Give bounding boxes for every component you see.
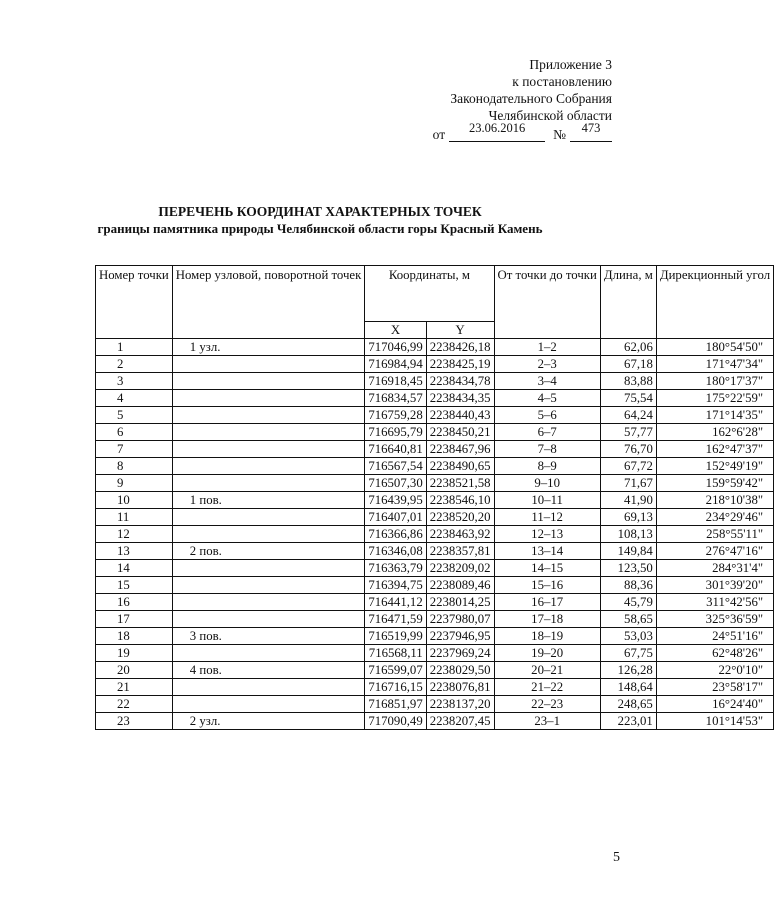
cell-angle: 22°0'10" xyxy=(656,662,773,679)
cell-x: 716716,15 xyxy=(365,679,426,696)
cell-point-number: 17 xyxy=(96,611,173,628)
cell-length: 71,67 xyxy=(600,475,656,492)
cell-angle: 152°49'19" xyxy=(656,458,773,475)
cell-node-number xyxy=(172,526,365,543)
cell-node-number xyxy=(172,611,365,628)
table-row xyxy=(96,526,774,543)
cell-y: 2238207,45 xyxy=(426,713,494,730)
cell-x: 716346,08 xyxy=(365,543,426,560)
table-row xyxy=(96,441,774,458)
cell-node-number xyxy=(172,696,365,713)
cell-y: 2238014,25 xyxy=(426,594,494,611)
cell-angle: 175°22'59" xyxy=(656,390,773,407)
header-from-to: От точки до точки xyxy=(494,266,600,339)
cell-point-number: 22 xyxy=(96,696,173,713)
cell-point-number: 13 xyxy=(96,543,173,560)
appendix-block xyxy=(392,56,612,143)
cell-point-number: 7 xyxy=(96,441,173,458)
table-row xyxy=(96,424,774,441)
cell-length: 108,13 xyxy=(600,526,656,543)
cell-y: 2238434,35 xyxy=(426,390,494,407)
cell-point-number: 2 xyxy=(96,356,173,373)
cell-x: 716984,94 xyxy=(365,356,426,373)
cell-from-to: 12–13 xyxy=(494,526,600,543)
cell-x: 717046,99 xyxy=(365,339,426,356)
cell-node-number xyxy=(172,645,365,662)
cell-x: 716918,45 xyxy=(365,373,426,390)
cell-x: 716834,57 xyxy=(365,390,426,407)
cell-length: 67,18 xyxy=(600,356,656,373)
cell-node-number xyxy=(172,390,365,407)
cell-node-number: 1 пов. xyxy=(172,492,365,509)
cell-point-number: 10 xyxy=(96,492,173,509)
cell-from-to: 3–4 xyxy=(494,373,600,390)
cell-length: 148,64 xyxy=(600,679,656,696)
cell-node-number xyxy=(172,407,365,424)
appendix-line-3: Законодательного Собрания xyxy=(450,91,612,106)
cell-y: 2238426,18 xyxy=(426,339,494,356)
cell-from-to: 16–17 xyxy=(494,594,600,611)
cell-x: 716439,95 xyxy=(365,492,426,509)
cell-node-number xyxy=(172,560,365,577)
table-row xyxy=(96,475,774,492)
table-row xyxy=(96,373,774,390)
cell-y: 2238521,58 xyxy=(426,475,494,492)
cell-x: 716519,99 xyxy=(365,628,426,645)
cell-node-number xyxy=(172,441,365,458)
cell-angle: 23°58'17" xyxy=(656,679,773,696)
cell-y: 2238467,96 xyxy=(426,441,494,458)
table-row xyxy=(96,390,774,407)
cell-node-number xyxy=(172,509,365,526)
table-row xyxy=(96,696,774,713)
appendix-line-4: Челябинской области xyxy=(488,108,612,123)
table-row xyxy=(96,662,774,679)
cell-from-to: 15–16 xyxy=(494,577,600,594)
cell-angle: 180°17'37" xyxy=(656,373,773,390)
header-point-number: Номер точки xyxy=(96,266,173,339)
resolution-reference xyxy=(392,121,612,143)
document-subtitle: границы памятника природы Челябинской области горы Красный Камень xyxy=(97,221,543,236)
cell-x: 716363,79 xyxy=(365,560,426,577)
cell-node-number: 1 узл. xyxy=(172,339,365,356)
cell-node-number xyxy=(172,356,365,373)
cell-from-to: 4–5 xyxy=(494,390,600,407)
cell-from-to: 21–22 xyxy=(494,679,600,696)
cell-x: 716394,75 xyxy=(365,577,426,594)
cell-y: 2238076,81 xyxy=(426,679,494,696)
cell-point-number: 11 xyxy=(96,509,173,526)
cell-x: 716407,01 xyxy=(365,509,426,526)
appendix-line-2: к постановлению xyxy=(512,74,612,89)
table-row xyxy=(96,628,774,645)
table-row xyxy=(96,560,774,577)
page-number: 5 xyxy=(613,850,620,865)
cell-from-to: 2–3 xyxy=(494,356,600,373)
cell-node-number xyxy=(172,424,365,441)
cell-point-number: 4 xyxy=(96,390,173,407)
cell-angle: 16°24'40" xyxy=(656,696,773,713)
table-body xyxy=(96,339,774,730)
header-angle: Дирекционный угол xyxy=(656,266,773,339)
cell-from-to: 8–9 xyxy=(494,458,600,475)
cell-point-number: 19 xyxy=(96,645,173,662)
cell-from-to: 13–14 xyxy=(494,543,600,560)
cell-angle: 180°54'50" xyxy=(656,339,773,356)
cell-y: 2238089,46 xyxy=(426,577,494,594)
cell-node-number xyxy=(172,594,365,611)
cell-from-to: 6–7 xyxy=(494,424,600,441)
cell-from-to: 10–11 xyxy=(494,492,600,509)
table-row xyxy=(96,611,774,628)
cell-point-number: 16 xyxy=(96,594,173,611)
cell-angle: 62°48'26" xyxy=(656,645,773,662)
table-row xyxy=(96,713,774,730)
number-label: № xyxy=(553,127,566,142)
cell-x: 717090,49 xyxy=(365,713,426,730)
cell-from-to: 17–18 xyxy=(494,611,600,628)
cell-length: 62,06 xyxy=(600,339,656,356)
cell-angle: 284°31'4" xyxy=(656,560,773,577)
cell-y: 2237969,24 xyxy=(426,645,494,662)
cell-from-to: 23–1 xyxy=(494,713,600,730)
cell-length: 123,50 xyxy=(600,560,656,577)
table-row xyxy=(96,492,774,509)
number-field xyxy=(570,121,612,142)
from-label: от xyxy=(432,127,446,142)
cell-point-number: 20 xyxy=(96,662,173,679)
cell-point-number: 6 xyxy=(96,424,173,441)
cell-length: 45,79 xyxy=(600,594,656,611)
header-node-number: Номер узловой, поворотной точек xyxy=(172,266,365,339)
cell-x: 716567,54 xyxy=(365,458,426,475)
cell-x: 716851,97 xyxy=(365,696,426,713)
table-row xyxy=(96,645,774,662)
cell-point-number: 8 xyxy=(96,458,173,475)
table-row xyxy=(96,339,774,356)
cell-point-number: 21 xyxy=(96,679,173,696)
cell-node-number: 4 пов. xyxy=(172,662,365,679)
cell-from-to: 19–20 xyxy=(494,645,600,662)
cell-point-number: 14 xyxy=(96,560,173,577)
cell-angle: 24°51'16" xyxy=(656,628,773,645)
cell-y: 2238520,20 xyxy=(426,509,494,526)
table-row xyxy=(96,407,774,424)
cell-from-to: 18–19 xyxy=(494,628,600,645)
coordinates-table xyxy=(95,265,774,730)
cell-y: 2238357,81 xyxy=(426,543,494,560)
cell-angle: 162°6'28" xyxy=(656,424,773,441)
cell-length: 64,24 xyxy=(600,407,656,424)
resolution-date: 23.06.2016 xyxy=(468,121,526,135)
document-title: ПЕРЕЧЕНЬ КООРДИНАТ ХАРАКТЕРНЫХ ТОЧЕК xyxy=(158,204,482,219)
cell-length: 248,65 xyxy=(600,696,656,713)
cell-y: 2238029,50 xyxy=(426,662,494,679)
cell-length: 41,90 xyxy=(600,492,656,509)
cell-point-number: 15 xyxy=(96,577,173,594)
cell-y: 2238209,02 xyxy=(426,560,494,577)
cell-y: 2238137,20 xyxy=(426,696,494,713)
cell-length: 69,13 xyxy=(600,509,656,526)
cell-node-number xyxy=(172,679,365,696)
cell-x: 716366,86 xyxy=(365,526,426,543)
cell-node-number xyxy=(172,577,365,594)
cell-x: 716507,30 xyxy=(365,475,426,492)
cell-node-number: 2 пов. xyxy=(172,543,365,560)
header-length: Длина, м xyxy=(600,266,656,339)
cell-from-to: 1–2 xyxy=(494,339,600,356)
cell-node-number xyxy=(172,373,365,390)
cell-angle: 101°14'53" xyxy=(656,713,773,730)
cell-x: 716441,12 xyxy=(365,594,426,611)
cell-angle: 159°59'42" xyxy=(656,475,773,492)
appendix-line-1: Приложение 3 xyxy=(529,57,612,72)
cell-node-number xyxy=(172,458,365,475)
cell-point-number: 1 xyxy=(96,339,173,356)
cell-from-to: 9–10 xyxy=(494,475,600,492)
header-y: Y xyxy=(426,322,494,339)
cell-from-to: 11–12 xyxy=(494,509,600,526)
cell-from-to: 5–6 xyxy=(494,407,600,424)
cell-x: 716640,81 xyxy=(365,441,426,458)
cell-point-number: 5 xyxy=(96,407,173,424)
cell-length: 57,77 xyxy=(600,424,656,441)
table-row xyxy=(96,356,774,373)
cell-angle: 276°47'16" xyxy=(656,543,773,560)
cell-from-to: 7–8 xyxy=(494,441,600,458)
cell-y: 2238546,10 xyxy=(426,492,494,509)
cell-length: 53,03 xyxy=(600,628,656,645)
cell-angle: 171°47'34" xyxy=(656,356,773,373)
cell-y: 2238440,43 xyxy=(426,407,494,424)
cell-length: 126,28 xyxy=(600,662,656,679)
table-row xyxy=(96,679,774,696)
cell-angle: 325°36'59" xyxy=(656,611,773,628)
cell-length: 67,72 xyxy=(600,458,656,475)
cell-length: 58,65 xyxy=(600,611,656,628)
cell-x: 716759,28 xyxy=(365,407,426,424)
cell-y: 2238425,19 xyxy=(426,356,494,373)
cell-node-number: 2 узл. xyxy=(172,713,365,730)
cell-x: 716695,79 xyxy=(365,424,426,441)
cell-angle: 234°29'46" xyxy=(656,509,773,526)
cell-y: 2237980,07 xyxy=(426,611,494,628)
cell-x: 716599,07 xyxy=(365,662,426,679)
cell-length: 149,84 xyxy=(600,543,656,560)
cell-from-to: 20–21 xyxy=(494,662,600,679)
cell-angle: 301°39'20" xyxy=(656,577,773,594)
cell-point-number: 9 xyxy=(96,475,173,492)
cell-angle: 162°47'37" xyxy=(656,441,773,458)
cell-angle: 218°10'38" xyxy=(656,492,773,509)
cell-length: 83,88 xyxy=(600,373,656,390)
cell-length: 75,54 xyxy=(600,390,656,407)
cell-y: 2237946,95 xyxy=(426,628,494,645)
table-row xyxy=(96,594,774,611)
cell-y: 2238463,92 xyxy=(426,526,494,543)
cell-x: 716471,59 xyxy=(365,611,426,628)
cell-x: 716568,11 xyxy=(365,645,426,662)
cell-node-number: 3 пов. xyxy=(172,628,365,645)
cell-point-number: 18 xyxy=(96,628,173,645)
cell-y: 2238450,21 xyxy=(426,424,494,441)
table-row xyxy=(96,458,774,475)
table-row xyxy=(96,543,774,560)
resolution-number: 473 xyxy=(581,121,601,135)
cell-node-number xyxy=(172,475,365,492)
cell-from-to: 14–15 xyxy=(494,560,600,577)
cell-point-number: 23 xyxy=(96,713,173,730)
table-row xyxy=(96,577,774,594)
header-x: X xyxy=(365,322,426,339)
cell-from-to: 22–23 xyxy=(494,696,600,713)
cell-y: 2238434,78 xyxy=(426,373,494,390)
cell-angle: 311°42'56" xyxy=(656,594,773,611)
cell-angle: 171°14'35" xyxy=(656,407,773,424)
cell-y: 2238490,65 xyxy=(426,458,494,475)
cell-length: 76,70 xyxy=(600,441,656,458)
cell-length: 67,75 xyxy=(600,645,656,662)
cell-point-number: 12 xyxy=(96,526,173,543)
cell-length: 223,01 xyxy=(600,713,656,730)
cell-point-number: 3 xyxy=(96,373,173,390)
header-coordinates: Координаты, м xyxy=(365,266,494,322)
date-field xyxy=(449,121,545,142)
cell-length: 88,36 xyxy=(600,577,656,594)
cell-angle: 258°55'11" xyxy=(656,526,773,543)
table-row xyxy=(96,509,774,526)
